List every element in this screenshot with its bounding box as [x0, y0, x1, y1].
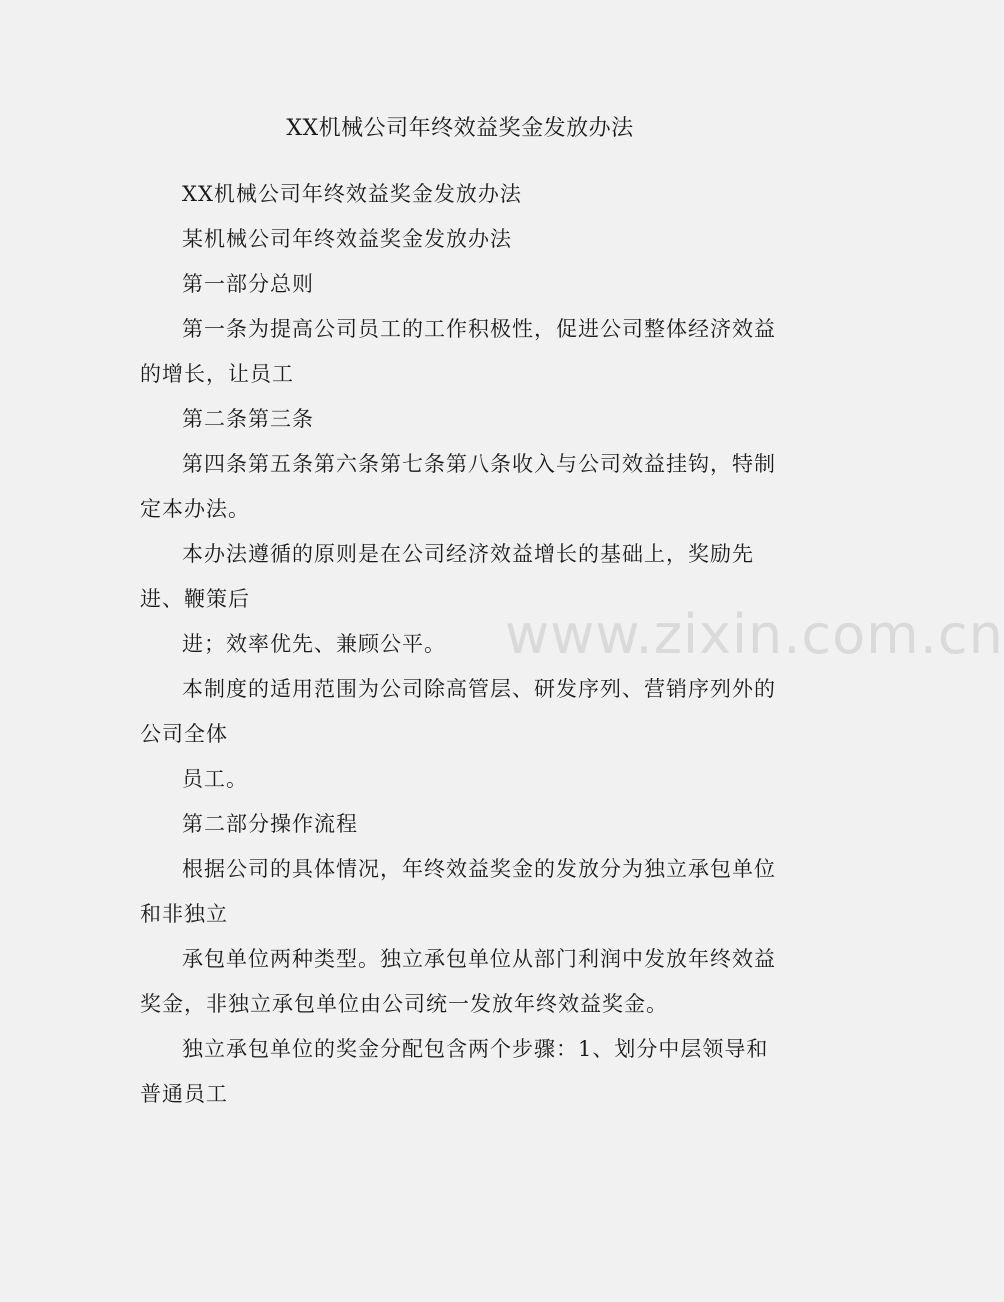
paragraph: 进；效率优先、兼顾公平。	[182, 632, 446, 656]
paragraph: 员工。	[182, 767, 248, 791]
paragraph: 第一条为提高公司员工的工作积极性，促进公司整体经济效益的增长，让员工	[140, 317, 776, 386]
section-heading: 第一部分总则	[182, 272, 314, 296]
document-body	[140, 172, 780, 1117]
paragraph: 承包单位两种类型。独立承包单位从部门利润中发放年终效益奖金，非独立承包单位由公司统一发放年终效益奖金。	[140, 947, 776, 1016]
paragraph: 独立承包单位的奖金分配包含两个步骤：1、划分中层领导和普通员工	[140, 1037, 769, 1106]
paragraph: 本制度的适用范围为公司除高管层、研发序列、营销序列外的公司全体	[140, 677, 776, 746]
watermark: www.zixin.com.cn	[505, 603, 1004, 666]
document-title: XX机械公司年终效益奖金发放办法	[286, 116, 634, 141]
paragraph: 根据公司的具体情况，年终效益奖金的发放分为独立承包单位和非独立	[140, 857, 776, 926]
paragraph: XX机械公司年终效益奖金发放办法	[182, 182, 522, 206]
paragraph: 第四条第五条第六条第七条第八条收入与公司效益挂钩，特制定本办法。	[140, 452, 776, 521]
paragraph: 第二条第三条	[182, 407, 314, 431]
section-heading: 第二部分操作流程	[182, 812, 358, 836]
paragraph: 某机械公司年终效益奖金发放办法	[182, 227, 512, 251]
paragraph: 本办法遵循的原则是在公司经济效益增长的基础上，奖励先进、鞭策后	[140, 542, 754, 611]
